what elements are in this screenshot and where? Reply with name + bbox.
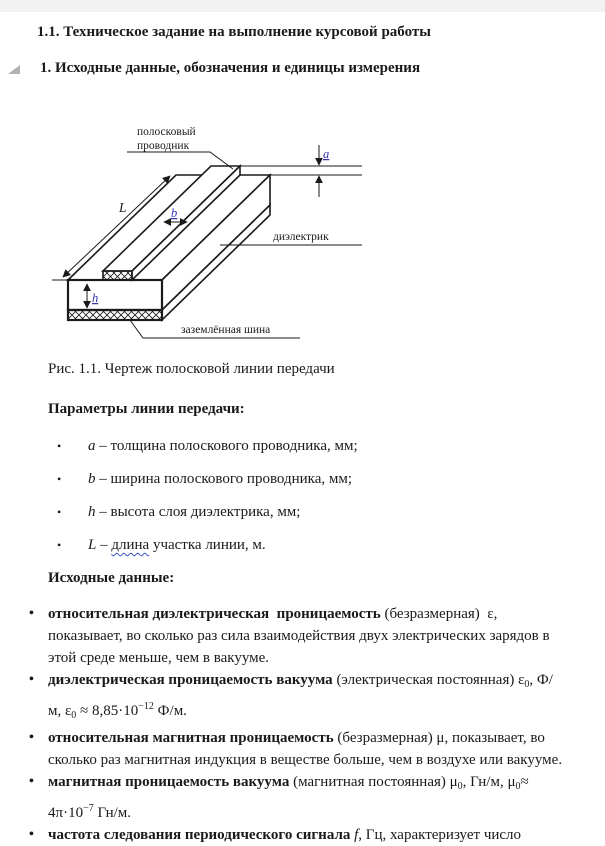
dim-label-a: a (323, 147, 330, 161)
bullet-icon: • (57, 472, 62, 486)
outline-collapse-icon[interactable] (8, 65, 20, 74)
heading-initial-data-units: 1. Исходные данные, обозначения и единицы измерения (40, 60, 421, 76)
bullet-icon: • (29, 774, 34, 789)
bullet-icon: • (29, 730, 34, 745)
list-item: • частота следования периодического сигнала f, Гц, характеризует число (20, 824, 565, 846)
figure-stripline-diagram (30, 112, 430, 357)
bullet-icon: • (57, 538, 62, 552)
heading-technical-task: 1.1. Техническое задание на выполнение курсовой работы (37, 24, 431, 40)
list-item: • относительная диэлектрическая проницаемость (безразмерная) ε, показывает, во сколько раз сила взаимодействия двух электрических зарядов в этой среде меньше, чем в вакууме. (20, 603, 565, 669)
list-item: • L – длина участка линии, м. (57, 537, 266, 553)
strip-conductor-label-line2: проводник (137, 140, 190, 152)
bullet-icon: • (29, 672, 34, 687)
grounded-bus-label: заземлённая шина (181, 324, 271, 336)
list-item: • относительная магнитная проницаемость (безразмерная) μ, показывает, во сколько раз магнитная индукция в веществе больше, чем в воздухе или вакууме. (20, 727, 565, 771)
dim-label-h: h (92, 291, 99, 305)
dielectric-label: диэлектрик (273, 231, 329, 243)
dielectric-front-face (68, 280, 162, 310)
strip-conductor-label-line1: полосковый (137, 126, 196, 138)
list-item: • a – толщина полоскового проводника, мм; (57, 438, 358, 454)
bullet-icon: • (29, 606, 34, 621)
dim-label-L: L (119, 200, 127, 215)
list-item: • диэлектрическая проницаемость вакуума (электрическая постоянная) $\varepsilon_0$, Ф/м, $\varepsilon_0 \approx 8,85\cdot 10^{-12}$ Ф/м. (20, 669, 565, 727)
stripline-drawing (30, 112, 430, 357)
transmission-line-params-list (48, 438, 358, 570)
params-list-title: Параметры линии передачи: (48, 401, 245, 417)
initial-data-list (20, 603, 565, 846)
list-item: • h – высота слоя диэлектрика, мм; (57, 504, 301, 520)
ground-bus-front-face (68, 310, 162, 320)
bullet-icon: • (57, 439, 62, 453)
list-item: • магнитная проницаемость вакуума (магнитная постоянная) $\mu_0$, Гн/м, $\mu_0\approx 4\pi\cdot 10^{-7}$ Гн/м. (20, 771, 565, 824)
initial-data-title: Исходные данные: (48, 570, 175, 586)
bullet-icon: • (57, 505, 62, 519)
strip-front-face (103, 271, 132, 280)
bullet-icon: • (29, 827, 34, 842)
figure-caption: Рис. 1.1. Чертеж полосковой линии передачи (48, 361, 335, 377)
dim-label-b: b (171, 206, 178, 220)
list-item: • b – ширина полоскового проводника, мм; (57, 471, 353, 487)
page-top-margin-strip (0, 0, 605, 12)
